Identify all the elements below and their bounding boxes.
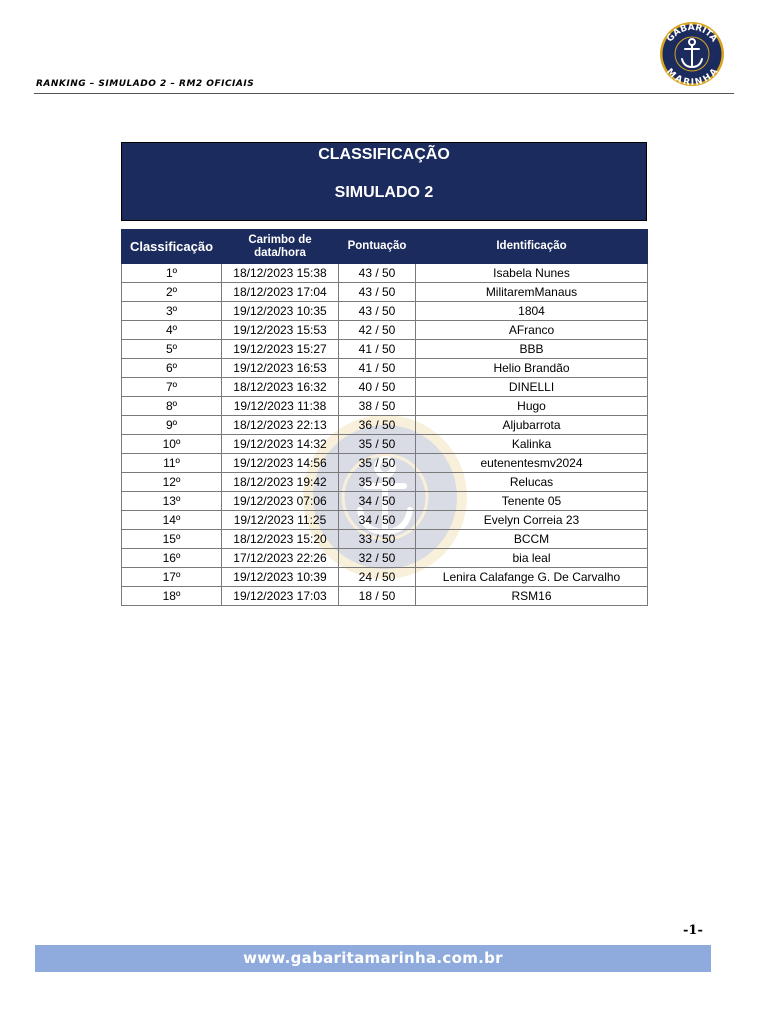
cell-rank: 15º [122,530,222,549]
table-row [122,473,648,492]
cell-rank: 6º [122,359,222,378]
table-row [122,587,648,606]
table-row [122,321,648,340]
cell-identification: RSM16 [416,587,648,606]
cell-score: 43 / 50 [339,264,416,283]
cell-score: 42 / 50 [339,321,416,340]
cell-rank: 11º [122,454,222,473]
cell-score: 43 / 50 [339,302,416,321]
cell-score: 32 / 50 [339,549,416,568]
header-divider [34,93,734,94]
cell-score: 38 / 50 [339,397,416,416]
cell-identification: 1804 [416,302,648,321]
table-row [122,454,648,473]
cell-identification: Evelyn Correia 23 [416,511,648,530]
cell-timestamp: 19/12/2023 16:53 [222,359,339,378]
title-banner [121,142,647,221]
cell-rank: 17º [122,568,222,587]
table-row [122,302,648,321]
cell-rank: 16º [122,549,222,568]
cell-identification: BBB [416,340,648,359]
cell-rank: 18º [122,587,222,606]
cell-score: 35 / 50 [339,454,416,473]
footer-website: www.gabaritamarinha.com.br [35,945,711,972]
cell-timestamp: 18/12/2023 22:13 [222,416,339,435]
cell-score: 40 / 50 [339,378,416,397]
table-row [122,378,648,397]
cell-identification: Aljubarrota [416,416,648,435]
cell-score: 41 / 50 [339,340,416,359]
table-row [122,359,648,378]
title-classificacao: CLASSIFICAÇÃO [318,146,450,163]
cell-rank: 12º [122,473,222,492]
cell-rank: 8º [122,397,222,416]
cell-rank: 9º [122,416,222,435]
cell-identification: eutenentesmv2024 [416,454,648,473]
cell-rank: 1º [122,264,222,283]
cell-score: 35 / 50 [339,435,416,454]
cell-timestamp: 19/12/2023 11:25 [222,511,339,530]
table-row [122,397,648,416]
cell-timestamp: 18/12/2023 19:42 [222,473,339,492]
table-row [122,264,648,283]
cell-rank: 7º [122,378,222,397]
column-header-identificacao: Identificação [416,230,648,264]
cell-identification: Isabela Nunes [416,264,648,283]
cell-score: 33 / 50 [339,530,416,549]
table-row [122,511,648,530]
cell-rank: 4º [122,321,222,340]
cell-rank: 10º [122,435,222,454]
cell-identification: Kalinka [416,435,648,454]
logo-top-text: GABARITA [665,22,719,45]
cell-identification: Relucas [416,473,648,492]
cell-identification: DINELLI [416,378,648,397]
cell-rank: 3º [122,302,222,321]
cell-timestamp: 18/12/2023 17:04 [222,283,339,302]
cell-identification: Tenente 05 [416,492,648,511]
cell-rank: 13º [122,492,222,511]
column-header-carimbo: Carimbo de data/hora [222,230,339,264]
column-header-pontuacao: Pontuação [339,230,416,264]
cell-timestamp: 18/12/2023 15:38 [222,264,339,283]
table-row [122,283,648,302]
table-row [122,435,648,454]
cell-rank: 14º [122,511,222,530]
cell-timestamp: 19/12/2023 11:38 [222,397,339,416]
cell-timestamp: 19/12/2023 07:06 [222,492,339,511]
table-row [122,530,648,549]
table-body [122,264,648,606]
cell-identification: Hugo [416,397,648,416]
logo-bottom-text: MARINHA [663,66,721,87]
cell-score: 34 / 50 [339,492,416,511]
ranking-table [121,229,648,606]
table-row [122,549,648,568]
cell-score: 18 / 50 [339,587,416,606]
cell-timestamp: 19/12/2023 14:32 [222,435,339,454]
cell-score: 36 / 50 [339,416,416,435]
cell-timestamp: 19/12/2023 10:39 [222,568,339,587]
table-row [122,492,648,511]
cell-identification: Lenira Calafange G. De Carvalho [416,568,648,587]
cell-timestamp: 19/12/2023 10:35 [222,302,339,321]
cell-timestamp: 17/12/2023 22:26 [222,549,339,568]
column-header-classificacao: Classificação [122,230,222,264]
cell-timestamp: 19/12/2023 15:53 [222,321,339,340]
cell-score: 43 / 50 [339,283,416,302]
document-header: RANKING – SIMULADO 2 – RM2 OFICIAIS [36,79,255,89]
cell-timestamp: 19/12/2023 15:27 [222,340,339,359]
cell-timestamp: 19/12/2023 14:56 [222,454,339,473]
cell-score: 24 / 50 [339,568,416,587]
cell-rank: 2º [122,283,222,302]
cell-identification: bia leal [416,549,648,568]
gabarita-marinha-logo [656,21,728,87]
cell-timestamp: 18/12/2023 16:32 [222,378,339,397]
table-row [122,416,648,435]
cell-identification: AFranco [416,321,648,340]
title-simulado: SIMULADO 2 [334,184,434,201]
cell-score: 35 / 50 [339,473,416,492]
table-header-row [122,230,648,264]
table-row [122,568,648,587]
cell-timestamp: 19/12/2023 17:03 [222,587,339,606]
cell-identification: Helio Brandão [416,359,648,378]
cell-identification: BCCM [416,530,648,549]
cell-rank: 5º [122,340,222,359]
table-row [122,340,648,359]
cell-timestamp: 18/12/2023 15:20 [222,530,339,549]
cell-score: 34 / 50 [339,511,416,530]
cell-identification: MilitaremManaus [416,283,648,302]
page-number: -1- [683,923,703,938]
cell-score: 41 / 50 [339,359,416,378]
